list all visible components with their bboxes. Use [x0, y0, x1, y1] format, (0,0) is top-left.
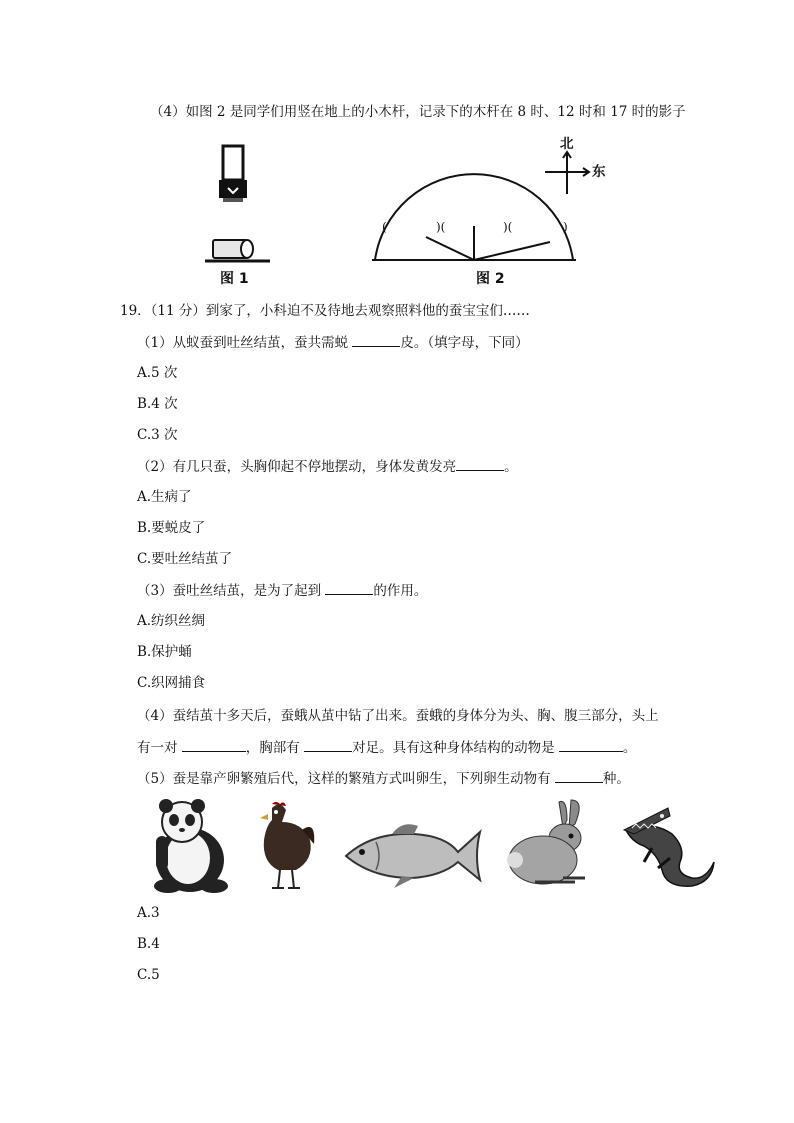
- shadow-8: [426, 237, 474, 260]
- fish-icon: [342, 818, 484, 892]
- flashlight-body: [223, 146, 243, 180]
- answer-blank[interactable]: [456, 457, 504, 471]
- q19-p1-option-b: B.4 次: [137, 396, 178, 412]
- paren-2: )(: [436, 220, 446, 234]
- flashlight-head: [219, 180, 247, 198]
- q19-p4-line2: 有一对 ，胸部有 对足。具有这种身体结构的动物是 。: [137, 740, 637, 756]
- q19-p5-option-a: A.3: [137, 905, 160, 921]
- compass-north-label: 北: [560, 136, 574, 152]
- paren-1: (: [382, 220, 387, 234]
- q19-p5-stem: （5）蚕是靠产卵繁殖后代，这样的繁殖方式叫卵生，下列卵生动物有 种。: [137, 771, 630, 787]
- q19-p2-stem: （2）有几只蚕，头胸仰起不停地摆动，身体发黄发亮 。: [137, 459, 518, 475]
- q19-p3-stem: （3）蚕吐丝结茧，是为了起到 的作用。: [137, 583, 428, 599]
- q19-p1-stem: （1）从蚁蚕到吐丝结茧，蚕共需蜕 皮。（填字母，下同）: [137, 335, 529, 351]
- q19-header: 19．（11 分）到家了，小科迫不及待地去观察照料他的蚕宝宝们……: [120, 303, 530, 319]
- answer-blank[interactable]: [559, 738, 623, 752]
- shadow-17: [474, 242, 550, 260]
- q18-part4-text: （4）如图 2 是同学们用竖在地上的小木杆，记录下的木杆在 8 时、12 时和 17 时的影子: [150, 104, 686, 120]
- q19-p1-option-c: C.3 次: [137, 427, 178, 443]
- q19-p3-option-b: B.保护蛹: [137, 644, 192, 660]
- q19-p5-option-b: B.4: [137, 936, 160, 952]
- answer-blank[interactable]: [352, 333, 400, 347]
- q19-p4-line1: （4）蚕结茧十多天后，蚕蛾从茧中钻了出来。蚕蛾的身体分为头、胸、腹三部分，头上: [137, 708, 659, 724]
- crocodile-icon: [622, 800, 718, 892]
- figure-1-label: 图 1: [220, 271, 249, 287]
- q19-p2-option-a: A.生病了: [137, 489, 192, 505]
- q19-p2-option-c: C.要吐丝结茧了: [137, 551, 233, 567]
- figure-2-label: 图 2: [476, 271, 505, 287]
- paren-3: )(: [503, 220, 513, 234]
- compass-icon: [543, 150, 593, 196]
- answer-blank[interactable]: [555, 769, 603, 783]
- compass-east-label: 东: [592, 164, 606, 180]
- q19-p3-option-c: C.织网捕食: [137, 675, 206, 691]
- q19-p1-option-a: A.5 次: [137, 365, 178, 381]
- rabbit-icon: [505, 798, 595, 890]
- q19-p2-option-b: B.要蜕皮了: [137, 520, 206, 536]
- figure-1-flashlight: [205, 140, 285, 270]
- hen-icon: [252, 800, 318, 892]
- answer-blank[interactable]: [325, 581, 373, 595]
- paren-4: ): [563, 220, 568, 234]
- q19-p5-option-c: C.5: [137, 967, 160, 983]
- answer-blank[interactable]: [182, 738, 246, 752]
- panda-icon: [148, 798, 232, 894]
- answer-blank[interactable]: [304, 738, 352, 752]
- q19-p3-option-a: A.纺织丝绸: [137, 613, 206, 629]
